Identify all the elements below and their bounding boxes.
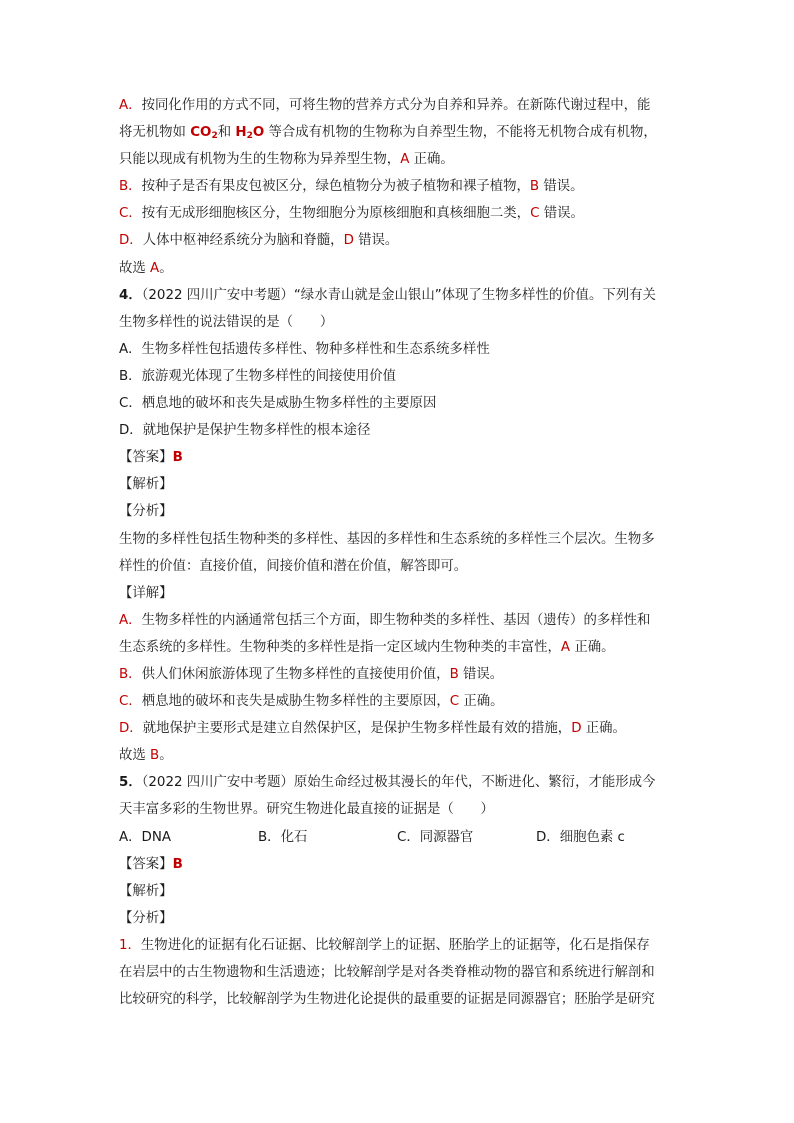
q4-option-a: A．生物多样性包括遗传多样性、物种多样性和生态系统多样性 xyxy=(119,341,490,357)
q5-analysis-line1: 1．生物进化的证据有化石证据、比较解剖学上的证据、胚胎学上的证据等，化石是指保存 xyxy=(119,937,650,953)
document-page xyxy=(119,92,679,1013)
q3-option-a-line3: 只能以现成有机物为生的生物称为异养型生物，A 正确。 xyxy=(119,152,454,168)
q5-option-b: B．化石 xyxy=(258,829,308,845)
q4-detail-a-line1: A．生物多样性的内涵通常包括三个方面，即生物种类的多样性、基因（遗传）的多样性和 xyxy=(119,612,651,628)
q4-answer: 【答案】B xyxy=(119,450,183,466)
q3-choice: 故选 A。 xyxy=(119,260,173,276)
q5-option-d: D．细胞色素 c xyxy=(536,829,625,845)
q4-xiangjie-heading: 【详解】 xyxy=(119,585,173,601)
h2o-formula: $H_2O$ xyxy=(235,125,265,142)
q4-detail-d: D．就地保护主要形式是建立自然保护区，是保护生物多样性最有效的措施，D 正确。 xyxy=(119,721,626,737)
q4-stem-line1: 4．（2022 四川广安中考题）“绿水青山就是金山银山”体现了生物多样性的价值。下列有关 xyxy=(119,287,656,303)
q4-stem-line2: 生物多样性的说法错误的是（ ） xyxy=(119,314,334,330)
q5-fenxi-heading: 【分析】 xyxy=(119,910,173,926)
q5-jiexi-heading: 【解析】 xyxy=(119,883,173,899)
q3-option-b: B．按种子是否有果皮包被区分，绿色植物分为被子植物和裸子植物，B 错误。 xyxy=(119,179,584,195)
q3-option-a-line2: 将无机物如 $CO_2$和 $H_2O$ 等合成有机物的生物称为自养型生物，不能将无机物合成有机物， xyxy=(119,125,657,142)
q4-jiexi-heading: 【解析】 xyxy=(119,477,173,493)
q4-option-d: D．就地保护是保护生物多样性的根本途径 xyxy=(119,423,371,439)
q3-option-a-line1: A．按同化作用的方式不同，可将生物的营养方式分为自养和异养。在新陈代谢过程中，能 xyxy=(119,98,651,113)
q4-option-b: B．旅游观光体现了生物多样性的间接使用价值 xyxy=(119,368,396,384)
q5-option-c: C．同源器官 xyxy=(397,829,474,845)
q4-fenxi-heading: 【分析】 xyxy=(119,504,173,520)
q5-options xyxy=(119,824,679,851)
q4-detail-b: B．供人们休闲旅游体现了生物多样性的直接使用价值，B 错误。 xyxy=(119,666,504,682)
q5-stem-line2: 天丰富多彩的生物世界。研究生物进化最直接的证据是（ ） xyxy=(119,802,494,818)
q5-analysis-line2: 在岩层中的古生物遗物和生活遗迹；比较解剖学是对各类脊椎动物的器官和系统进行解剖和 xyxy=(119,965,655,980)
q4-choice: 故选 B。 xyxy=(119,748,173,764)
q5-analysis-line3: 比较研究的科学，比较解剖学为生物进化论提供的最重要的证据是同源器官；胚胎学是研究 xyxy=(119,992,655,1008)
q3-option-d: D．人体中枢神经系统分为脑和脊髓，D 错误。 xyxy=(119,233,399,249)
q4-detail-c: C．栖息地的破坏和丧失是威胁生物多样性的主要原因，C 正确。 xyxy=(119,694,504,710)
q5-stem-line1: 5．（2022 四川广安中考题）原始生命经过极其漫长的年代，不断进化、繁衍，才能形成今 xyxy=(119,775,656,791)
q5-option-a: A．DNA xyxy=(119,829,172,845)
q5-answer: 【答案】B xyxy=(119,856,183,872)
q4-fenxi-line2: 样性的价值：直接价值，间接价值和潜在价值，解答即可。 xyxy=(119,558,468,574)
q3-option-c: C．按有无成形细胞核区分，生物细胞分为原核细胞和真核细胞二类，C 错误。 xyxy=(119,206,584,222)
q4-option-c: C．栖息地的破坏和丧失是威胁生物多样性的主要原因 xyxy=(119,396,437,412)
co2-formula: $CO_2$ xyxy=(190,125,218,142)
q4-detail-a-line2: 生态系统的多样性。生物种类的多样性是指一定区域内生物种类的丰富性，A 正确。 xyxy=(119,639,615,655)
q4-fenxi-line1: 生物的多样性包括生物种类的多样性、基因的多样性和生态系统的多样性三个层次。生物多 xyxy=(119,531,655,547)
